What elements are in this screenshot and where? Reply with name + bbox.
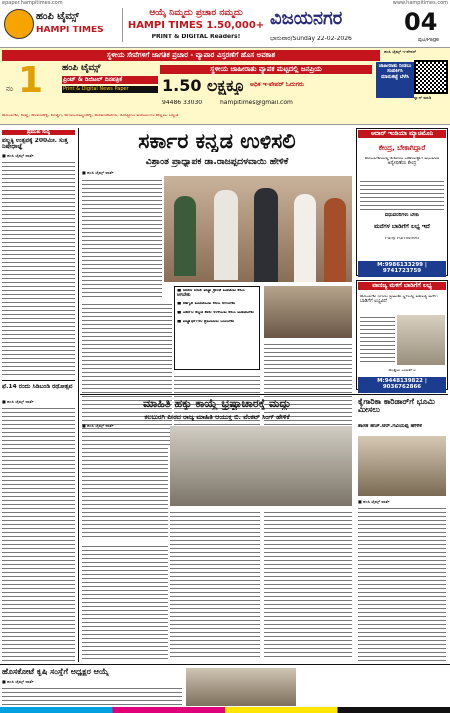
promo-line-3: PRINT & DIGITAL Readers! [151,34,241,40]
ad-banner-headline: ಸ್ಥಳೀಯ ಸೇವೆಗಳಿಗೆ ಜಾಗತಿಕ ಪ್ರಚಾರ - ವ್ಯಾಪಾರ ವಿಸ್ತರಣೆಗೆ ಹೊಸ ಅವಕಾಶ [2,50,380,61]
highlight-item: ■ ಸರ್ಕಾರ ಕನ್ನಡ ಶಾಲೆ ಉಳಿಸುವ ಕೆಲಸ ಮಾಡಬೇಕು [177,311,254,316]
ad-no-label: ನಂ [6,86,13,93]
ad-sub: ಸ್ಥಳೀಯ ಜಾಹೀರಾತು ವ್ಯಾಪಕ ಮಟ್ಟದಲ್ಲಿ ಜನಪ್ರಿಯ [160,65,372,74]
ad-print-digital-en: Print & Digital News Paper [62,86,158,93]
main-highlights-box [174,286,260,370]
highlight-item: ■ ನಾಡಿನ ಜನತೆ ವಿದ್ಯಾ ಕ್ರಾಂತಿ ಮಾಡುವ ಕೆಲಸ ಆಗಬೇಕು [177,289,245,298]
bottom-left-headline: ಹೊಸಕೋಟೆ ಕೃಷಿ ಸಂಸ್ಥೆಗೆ ಅಧ್ಯಕ್ಷರ ಆಯ್ಕೆ [2,668,109,676]
ad-email[interactable]: hampitimes@gmail.com [220,100,293,106]
logo-kannada: ಹಂಪಿ ಟೈಮ್ಸ್ [36,12,79,22]
left-headline-2: ಫೆ.14 ರಂದು ಸಿಡಿಬಂಡಿ ರಥೋತ್ಸವ [2,384,73,390]
promo-line-2: HAMPI TIMES 1.50,000+ [127,21,265,31]
second-subhead: ಕಲಬುರಗಿ ಪೀಠದ ರಾಜ್ಯ ಮಾಹಿತಿ ಆಯುಕ್ತ ಬಿ. ವೆಂಕಟ್ ಸಿಂಗ್ ಹೇಳಿಕೆ [144,414,290,421]
second-story-photo [170,426,352,506]
qr-code-icon[interactable] [414,60,448,94]
masthead [0,6,450,46]
second-headline: ಮಾಹಿತಿ ಹಕ್ಕು ಕಾಯ್ದೆ ಭ್ರಷ್ಟಾಚಾರಕ್ಕೆ ಮದ್ದು [142,398,292,410]
ad2-body: ಹೊಸಪೇಟೆ ನಗರದ ಪ್ರಮುಖ ಸ್ಥಳದಲ್ಲಿ ವಾಣಿಜ್ಯ ಮಳಿಗೆ ಬಾಡಿಗೆಗೆ ಲಭ್ಯವಿದೆ [360,295,438,304]
website-url[interactable]: www.hampitimes.com [392,0,448,6]
ad2-title: ವಾಣಿಜ್ಯ ಮಳಿಗೆ ಬಾಡಿಗೆಗೆ ಲಭ್ಯ [358,282,446,290]
epaper-url[interactable]: epaper.hampitimes.com [2,0,63,6]
ad1-subtitle: ಕೇಂದ್ರ, ಬೇಕಾಗಿದ್ದಾರೆ [378,145,426,152]
main-headline: ಸರ್ಕಾರ ಕನ್ನಡ ಉಳಿಸಲಿ [138,130,296,153]
ad-scan-label: ಸ್ಕ್ಯಾನ್ ಮಾಡಿ [414,96,432,100]
ad-footer-strip: ಹೊಸಪೇಟೆ, ಕಂಪ್ಲಿ, ಹರಪನಹಳ್ಳಿ, ಕೂಡ್ಲಿಗಿ, ಹಗರಿಬೊಮ್ಮನಹಳ್ಳಿ, ಹೂವಿನಹಡಗಲಿ, ಕೊಟ್ಟೂರು ವಿಜಯನಗರ ಜಿಲ್ಲೆಯ ಎಲ್ಲೆಡೆ [2,114,179,118]
ad-right-1 [356,128,448,276]
highlight-item: ■ ಜಾಗೃತಿ ಮೂಡಿಸುವ ಕೆಲಸ ಆಗಬೇಕು [177,302,236,307]
ad1-title: ಆದಾರ್ ಇಂಡಿಯಾ ಮ್ಯಾಚಿಮೊನಿ [358,130,446,138]
ad2-phone[interactable]: M:9448139822 | 9036762866 [358,377,446,393]
ad1-note: Fully Furnished [385,237,419,241]
page-number: 04 [404,10,438,36]
right-story [356,396,448,666]
ad1-body: ಹೊಸಪೇಟೆಯಲ್ಲಿ ಕುಟುಂಬ ಸಹಾಯಕ್ಕಾಗಿ ವಧುವರರ ಅನ್ವೇಷಣೆಯ ಕೇಂದ್ರ [364,157,440,166]
ad-reader-label: ಹಂಪಿ ಟೈಮ್ಸ್ ಇ-ಪೇಪರ್ [384,50,417,54]
ad1-phone[interactable]: M:9986133299 | 9741723759 [358,261,446,277]
ad-reach-suffix: ಅಧಿಕ ಇ-ಪೇಪರ್ ಓದುಗರು [250,82,305,88]
shop-building-photo [397,315,445,365]
issue-date: ಭಾನುವಾರ/Sunday 22-02-2026 [270,36,352,42]
ad-blue-box: ಜಾಹೀರಾತು ನೀಡಲು ಸಂಪರ್ಕಿಸಿ ಮಾರುಕಟ್ಟೆ ಬೆಳೆಸಿ [376,62,414,98]
ad-print-digital: ಪ್ರಿಂಟ್ & ಡಿಜಿಟಲ್ ದಿನಪತ್ರಿಕೆ [62,76,158,84]
right-story-photo [358,436,446,496]
ad-number-one: 1 [18,62,44,100]
left-column [0,128,77,668]
right-byline: ■ ಹಂಪಿ ಟೈಮ್ಸ್ ವಾರ್ತೆ [358,500,390,504]
left-byline-1: ■ ಹಂಪಿ ಟೈಮ್ಸ್ ವಾರ್ತೆ [2,154,34,158]
ad-banner [0,47,450,125]
second-byline: ■ ಹಂಪಿ ಟೈಮ್ಸ್ ವಾರ್ತೆ [82,424,114,428]
ad2-note: ಆಸಕ್ತರು ಸಂಪರ್ಕಿಸಿ [388,369,416,373]
city-name: ವಿಜಯನಗರ [270,10,343,29]
left-byline-2: ■ ಹಂಪಿ ಟೈಮ್ಸ್ ವಾರ್ತೆ [2,400,34,404]
hampi-times-logo [4,9,34,39]
promo-line-1: ಆಯ್ಕೆ ನಿಮ್ಮದು ಪ್ರಚಾರ ನಮ್ಮದು [149,9,243,18]
main-story-photo-2 [264,286,352,338]
page-label: ಪುಟ/Page [418,38,440,43]
ad-reach: 1.50 ಲಕ್ಷಕ್ಕೂ [162,78,246,95]
ad-right-2 [356,280,448,390]
right-subhead: ಶಾಸಕ ಹೆಚ್.ಆರ್.ಗವಿಯಪ್ಪ ಹೇಳಿಕೆ [358,424,422,429]
logo-english: HAMPI TIMES [36,26,104,35]
main-byline: ■ ಹಂಪಿ ಟೈಮ್ಸ್ ವಾರ್ತೆ [82,171,114,175]
left-headline-1: ಪಲ್ಲಕ್ಕಿ ಉತ್ಸವಕ್ಕೆ 200ಮೀ. ಸುತ್ತ ನಿಷೇಧಾಜ್ಞೆ [2,138,68,151]
left-section-tag: ಪ್ರಮುಖ ಸುದ್ದಿ [2,130,75,135]
ad1-label: ವಧುವರರಿಗಳು ಬೇಕು [384,213,420,218]
highlight-item: ■ ವಿದ್ಯಾರ್ಥಿಗಳು ಶ್ರಮದಿಂದ ಓದಬೇಕು [177,319,235,324]
second-story [80,396,354,666]
right-headline: ಕೈಗಾರಿಕಾ ಕಾರಿಡಾರ್‌ಗೆ ಭೂಮಿ ಮೀಸಲು [358,398,435,415]
main-subhead: ವಿಶ್ರಾಂತ ಪ್ರಾಧ್ಯಾಪಕ ಡಾ.ರಾಜಪ್ಪದಳವಾಯಿ ಹೇಳಿಕೆ [145,158,289,167]
main-story-photo [164,176,352,282]
bottom-photo [186,668,296,706]
ad1-highlight: ಮನೆಗಳ ಬಾಡಿಗೆಗೆ ಲಭ್ಯ ಇದೆ [374,224,430,230]
ad-brand: ಹಂಪಿ ಟೈಮ್ಸ್ [62,64,101,73]
bottom-left-story [0,666,300,706]
footer-color-bar [0,707,450,713]
ad-phone[interactable]: 94486 33030 [162,100,203,106]
bottom-left-byline: ■ ಹಂಪಿ ಟೈಮ್ಸ್ ವಾರ್ತೆ [2,680,34,684]
